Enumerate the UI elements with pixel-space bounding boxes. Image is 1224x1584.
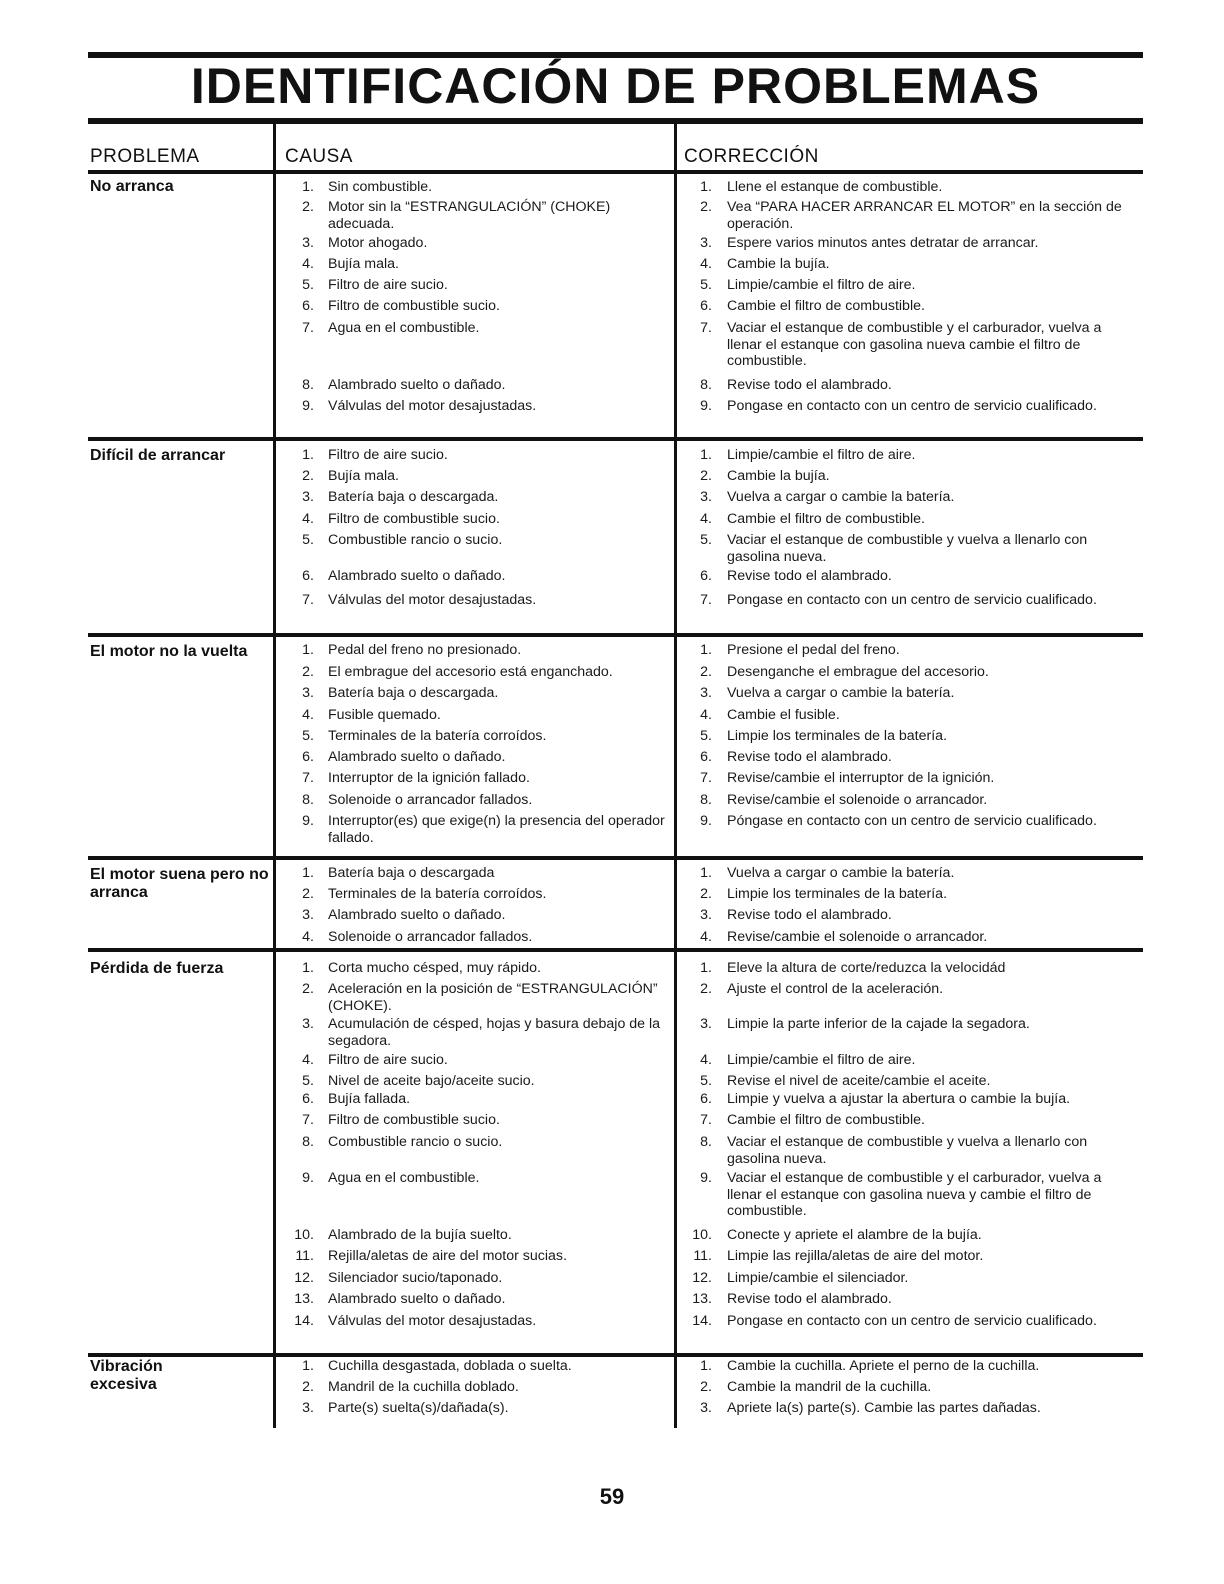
page-number: 59 [599,1484,625,1509]
correction-text: Cambie el filtro de combustible. [727,298,925,314]
correction-number: 1. [700,179,712,195]
correction-number: 13. [692,1291,712,1307]
correction-number: 6. [700,568,712,584]
problem-label: El motor suena pero no arranca [90,866,269,901]
correction-text: Limpie/cambie el filtro de aire. [727,1052,916,1068]
cause-text: Batería baja o descargada. [328,685,499,701]
cause-number: 10. [294,1227,314,1243]
correction-number: 14. [692,1313,712,1329]
cause-text: Corta mucho césped, muy rápido. [328,960,541,976]
correction-text: Cambie la cuchilla. Apriete el perno de la cuchilla. [727,1358,1040,1374]
correction-number: 5. [700,532,712,548]
cause-text: Filtro de combustible sucio. [328,511,500,527]
problem-label: No arranca [90,178,174,195]
column-divider-left [273,124,276,1428]
cause-number: 9. [302,398,314,414]
cause-text: Combustible rancio o sucio. [328,532,503,548]
correction-number: 5. [700,728,712,744]
page-title: IDENTIFICACIÓN DE PROBLEMAS [190,58,1041,114]
correction-text: Póngase en contacto con un centro de servicio cualificado. [727,813,1097,829]
cause-text: Mandril de la cuchilla doblado. [328,1379,519,1395]
header-correction: CORRECCIÓN [684,146,819,167]
cause-text: Bujía mala. [328,468,399,484]
cause-number: 7. [302,320,314,336]
cause-text: Bujía fallada. [328,1091,411,1107]
cause-text: Alambrado suelto o dañado. [328,377,506,393]
correction-number: 2. [700,664,712,680]
cause-number: 14. [294,1313,314,1329]
cause-text: Batería baja o descargada. [328,489,499,505]
header-cause: CAUSA [285,146,353,167]
correction-number: 7. [700,1112,712,1128]
cause-number: 1. [302,960,314,976]
cause-text: Filtro de combustible sucio. [328,1112,500,1128]
correction-text: Limpie los terminales de la batería. [727,728,948,744]
cause-number: 4. [302,929,314,945]
cause-text: Terminales de la batería corroídos. [328,886,547,902]
cause-text: Alambrado suelto o dañado. [328,907,506,923]
correction-text: Revise/cambie el solenoide o arrancador. [727,792,988,808]
cause-text: Solenoide o arrancador fallados. [328,792,533,808]
correction-number: 4. [700,707,712,723]
cause-number: 5. [302,532,314,548]
correction-text: Limpie la parte inferior de la cajade la segadora. [727,1016,1030,1032]
cause-text: Combustible rancio o sucio. [328,1134,503,1150]
correction-text: Cambie el fusible. [727,707,840,723]
correction-text: Cambie la bujía. [727,256,830,272]
correction-number: 4. [700,256,712,272]
cause-text: El embrague del accesorio está enganchado. [328,664,613,680]
cause-text: Motor sin la “ESTRANGULACIÓN” (CHOKE) adecuada. [328,199,611,232]
correction-text: Limpie los terminales de la batería. [727,886,948,902]
correction-number: 3. [700,685,712,701]
cause-number: 2. [302,886,314,902]
cause-text: Agua en el combustible. [328,320,480,336]
correction-text: Limpie las rejilla/aletas de aire del motor. [727,1248,984,1264]
cause-number: 3. [302,907,314,923]
correction-number: 2. [700,468,712,484]
cause-text: Acumulación de césped, hojas y basura debajo de la segadora. [328,1016,661,1049]
cause-number: 8. [302,792,314,808]
correction-number: 8. [700,1134,712,1150]
correction-number: 3. [700,235,712,251]
section-rule [88,633,1143,637]
correction-text: Revise todo el alambrado. [727,377,892,393]
correction-number: 1. [700,865,712,881]
correction-number: 3. [700,1400,712,1416]
correction-number: 7. [700,592,712,608]
correction-number: 5. [700,1073,712,1089]
section-rule [88,948,1143,952]
correction-number: 7. [700,770,712,786]
cause-number: 1. [302,1358,314,1374]
correction-text: Cambie el filtro de combustible. [727,1112,925,1128]
cause-text: Válvulas del motor desajustadas. [328,1313,537,1329]
cause-text: Solenoide o arrancador fallados. [328,929,533,945]
correction-text: Limpie/cambie el filtro de aire. [727,447,916,463]
correction-text: Revise/cambie el interruptor de la ignición. [727,770,995,786]
section-rule [88,1353,1143,1357]
cause-text: Alambrado suelto o dañado. [328,749,506,765]
cause-text: Agua en el combustible. [328,1170,480,1186]
cause-number: 12. [294,1270,314,1286]
cause-text: Motor ahogado. [328,235,428,251]
cause-number: 2. [302,1379,314,1395]
correction-number: 7. [700,320,712,336]
correction-text: Vuelva a cargar o cambie la batería. [727,685,955,701]
cause-text: Válvulas del motor desajustadas. [328,398,537,414]
correction-number: 6. [700,749,712,765]
cause-number: 4. [302,1052,314,1068]
cause-number: 4. [302,511,314,527]
correction-number: 1. [700,960,712,976]
cause-number: 1. [302,865,314,881]
cause-text: Interruptor de la ignición fallado. [328,770,530,786]
correction-text: Limpie/cambie el filtro de aire. [727,277,916,293]
cause-number: 5. [302,277,314,293]
correction-number: 9. [700,1170,712,1186]
correction-number: 12. [692,1270,712,1286]
title-bottom-rule [88,118,1143,124]
cause-text: Filtro de aire sucio. [328,447,448,463]
correction-text: Pongase en contacto con un centro de servicio cualificado. [727,592,1097,608]
correction-text: Apriete la(s) parte(s). Cambie las partes dañadas. [727,1400,1041,1416]
correction-number: 8. [700,377,712,393]
problem-label: El motor no la vuelta [90,643,248,660]
cause-text: Sin combustible. [328,179,433,195]
correction-text: Vuelva a cargar o cambie la batería. [727,865,955,881]
cause-number: 6. [302,298,314,314]
cause-number: 3. [302,685,314,701]
correction-text: Desenganche el embrague del accesorio. [727,664,989,680]
correction-number: 2. [700,199,712,215]
correction-text: Limpie y vuelva a ajustar la abertura o cambie la bujía. [727,1091,1071,1107]
cause-number: 7. [302,1112,314,1128]
correction-number: 11. [693,1248,712,1264]
cause-text: Terminales de la batería corroídos. [328,728,547,744]
correction-text: Cambie la mandril de la cuchilla. [727,1379,932,1395]
correction-text: Revise/cambie el solenoide o arrancador. [727,929,988,945]
correction-number: 1. [700,1358,712,1374]
section-rule [88,437,1143,441]
correction-number: 2. [700,886,712,902]
section-rule [88,856,1143,860]
correction-number: 3. [700,1016,712,1032]
cause-text: Aceleración en la posición de “ESTRANGULACIÓN” (CHOKE). [328,981,658,1014]
correction-number: 3. [700,907,712,923]
cause-number: 3. [302,489,314,505]
cause-number: 3. [302,235,314,251]
correction-text: Llene el estanque de combustible. [727,179,943,195]
cause-number: 4. [302,707,314,723]
cause-number: 8. [302,377,314,393]
cause-number: 6. [302,568,314,584]
correction-text: Eleve la altura de corte/reduzca la velocidád [727,960,1006,976]
cause-number: 1. [302,642,314,658]
cause-number: 2. [302,468,314,484]
cause-text: Silenciador sucio/taponado. [328,1270,503,1286]
cause-text: Batería baja o descargada [328,865,495,881]
correction-text: Espere varios minutos antes detratar de arrancar. [727,235,1039,251]
correction-number: 4. [700,511,712,527]
cause-number: 5. [302,1073,314,1089]
correction-text: Presione el pedal del freno. [727,642,900,658]
cause-number: 6. [302,749,314,765]
header-problem: PROBLEMA [90,146,200,167]
correction-text: Revise todo el alambrado. [727,1291,892,1307]
correction-number: 2. [700,981,712,997]
cause-number: 3. [302,1016,314,1032]
correction-text: Vaciar el estanque de combustible y el carburador, vuelva a llenar el estanque con gasolina nueva cambie el filtro de combustible. [727,320,1102,369]
correction-text: Conecte y apriete el alambre de la bujía. [727,1227,982,1243]
cause-number: 13. [294,1291,314,1307]
cause-number: 6. [302,1091,314,1107]
correction-number: 8. [700,792,712,808]
correction-number: 5. [700,277,712,293]
correction-text: Pongase en contacto con un centro de servicio cualificado. [727,1313,1097,1329]
correction-text: Ajuste el control de la aceleración. [727,981,944,997]
correction-number: 1. [700,447,712,463]
cause-text: Alambrado suelto o dañado. [328,568,506,584]
cause-text: Interruptor(es) que exige(n) la presencia del operador fallado. [328,813,665,846]
correction-text: Revise todo el alambrado. [727,749,892,765]
cause-number: 7. [302,770,314,786]
cause-number: 1. [302,179,314,195]
cause-number: 11. [295,1248,314,1264]
cause-text: Pedal del freno no presionado. [328,642,522,658]
correction-number: 1. [700,642,712,658]
correction-text: Pongase en contacto con un centro de servicio cualificado. [727,398,1097,414]
correction-number: 4. [700,929,712,945]
correction-text: Vaciar el estanque de combustible y vuelva a llenarlo con gasolina nueva. [727,532,1088,565]
cause-number: 9. [302,1170,314,1186]
cause-text: Válvulas del motor desajustadas. [328,592,537,608]
correction-text: Vea “PARA HACER ARRANCAR EL MOTOR” en la sección de operación. [727,199,1122,232]
cause-text: Bujía mala. [328,256,399,272]
correction-number: 3. [700,489,712,505]
correction-text: Limpie/cambie el silenciador. [727,1270,909,1286]
cause-text: Fusible quemado. [328,707,441,723]
cause-number: 3. [302,1400,314,1416]
cause-number: 7. [302,592,314,608]
cause-text: Nivel de aceite bajo/aceite sucio. [328,1073,535,1089]
cause-number: 4. [302,256,314,272]
problem-label: Pérdida de fuerza [90,960,224,977]
correction-text: Vuelva a cargar o cambie la batería. [727,489,955,505]
cause-text: Filtro de aire sucio. [328,277,448,293]
cause-text: Filtro de aire sucio. [328,1052,448,1068]
correction-number: 2. [700,1379,712,1395]
correction-text: Revise todo el alambrado. [727,907,892,923]
correction-text: Cambie la bujía. [727,468,830,484]
correction-number: 6. [700,1091,712,1107]
correction-text: Revise el nivel de aceite/cambie el aceite. [727,1073,991,1089]
cause-number: 8. [302,1134,314,1150]
cause-text: Alambrado de la bujía suelto. [328,1227,512,1243]
cause-text: Filtro de combustible sucio. [328,298,500,314]
cause-text: Alambrado suelto o dañado. [328,1291,506,1307]
cause-number: 9. [302,813,314,829]
cause-number: 2. [302,199,314,215]
correction-text: Vaciar el estanque de combustible y vuelva a llenarlo con gasolina nueva. [727,1134,1088,1167]
correction-text: Vaciar el estanque de combustible y el carburador, vuelva a llenar el estanque con gasolina nueva y cambie el filtro de combustible. [727,1170,1102,1219]
correction-text: Revise todo el alambrado. [727,568,892,584]
cause-number: 2. [302,981,314,997]
correction-number: 4. [700,1052,712,1068]
correction-number: 10. [692,1227,712,1243]
cause-number: 2. [302,664,314,680]
column-divider-right [674,124,677,1428]
correction-number: 9. [700,398,712,414]
cause-text: Cuchilla desgastada, doblada o suelta. [328,1358,572,1374]
problem-label: Difícil de arrancar [90,447,226,464]
correction-number: 9. [700,813,712,829]
cause-text: Parte(s) suelta(s)/dañada(s). [328,1400,509,1416]
cause-text: Rejilla/aletas de aire del motor sucias. [328,1248,567,1264]
correction-number: 6. [700,298,712,314]
header-rule [88,170,1143,174]
correction-text: Cambie el filtro de combustible. [727,511,925,527]
cause-number: 1. [302,447,314,463]
problem-label: Vibración excesiva [90,1358,163,1393]
cause-number: 5. [302,728,314,744]
